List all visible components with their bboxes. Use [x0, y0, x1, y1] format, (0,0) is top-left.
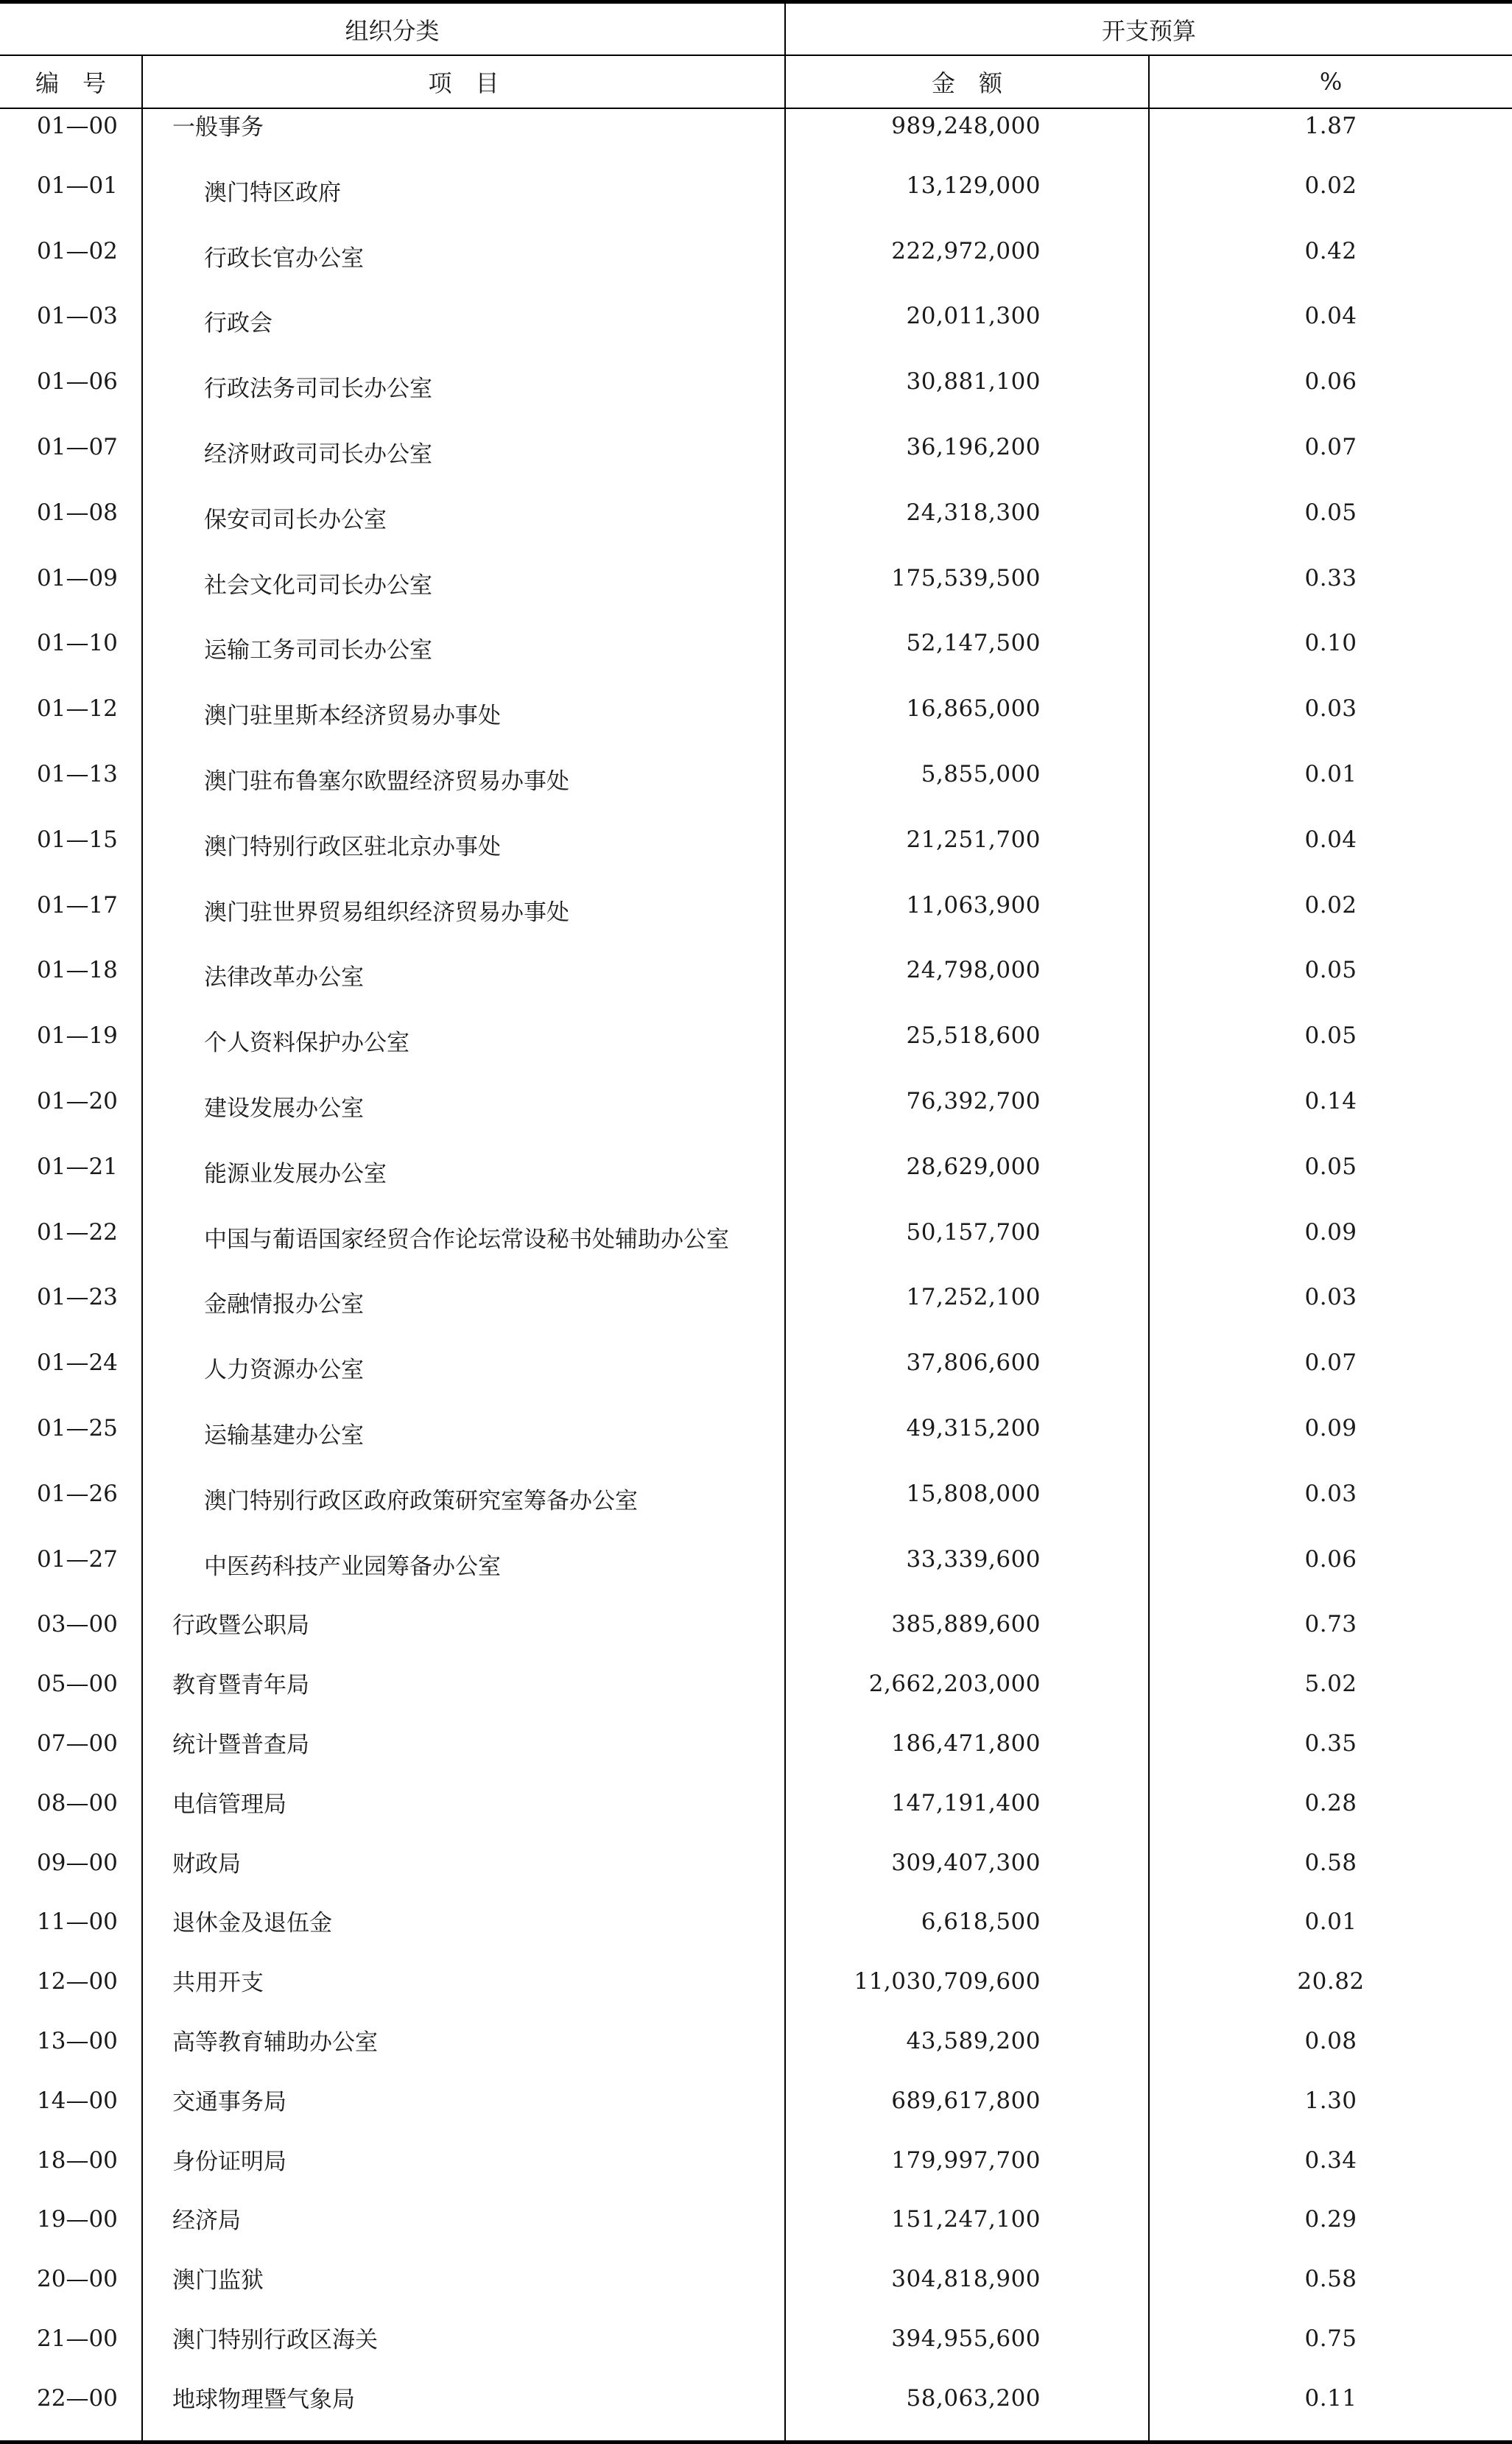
row-code: 14—00 — [0, 2084, 142, 2143]
row-item-name: 能源业发展办公室 — [142, 1150, 785, 1215]
row-item-name: 高等教育辅助办公室 — [142, 2024, 785, 2084]
row-amount: 76,392,700 — [785, 1084, 1149, 1150]
row-item-name: 行政长官办公室 — [142, 234, 785, 300]
row-item-name: 教育暨青年局 — [142, 1667, 785, 1727]
row-item-name: 经济财政司司长办公室 — [142, 430, 785, 496]
header-group-row — [0, 2, 1512, 56]
row-item-name: 澳门特区政府 — [142, 169, 785, 234]
row-percent: 0.03 — [1304, 695, 1357, 723]
row-amount: 43,589,200 — [785, 2024, 1149, 2084]
row-code: 01—17 — [0, 888, 142, 954]
row-amount: 689,617,800 — [785, 2084, 1149, 2143]
row-amount: 394,955,600 — [785, 2322, 1149, 2381]
table-row — [0, 1477, 1512, 1542]
row-code: 20—00 — [0, 2262, 142, 2322]
row-percent: 0.05 — [1304, 1153, 1357, 1180]
row-percent: 1.87 — [1304, 113, 1357, 139]
row-item-name: 澳门驻世界贸易组织经济贸易办事处 — [142, 888, 785, 954]
row-item-name: 运输基建办公室 — [142, 1411, 785, 1477]
row-amount: 11,030,709,600 — [785, 1964, 1149, 2024]
row-amount: 50,157,700 — [785, 1215, 1149, 1281]
row-amount: 17,252,100 — [785, 1280, 1149, 1346]
table-row — [0, 2084, 1512, 2143]
row-code: 01—23 — [0, 1280, 142, 1346]
row-percent: 0.04 — [1304, 826, 1357, 853]
row-code: 01—26 — [0, 1477, 142, 1542]
row-item-name: 共用开支 — [142, 1964, 785, 2024]
row-percent: 0.02 — [1304, 172, 1357, 199]
table-row — [0, 953, 1512, 1019]
row-percent: 0.06 — [1304, 368, 1357, 396]
row-percent: 0.10 — [1304, 630, 1357, 657]
row-percent: 0.09 — [1304, 1218, 1357, 1246]
row-code: 11—00 — [0, 1905, 142, 1964]
row-code: 01—22 — [0, 1215, 142, 1281]
row-percent: 0.05 — [1304, 957, 1357, 984]
row-percent: 0.04 — [1304, 303, 1357, 330]
row-percent: 0.29 — [1304, 2206, 1357, 2233]
table-row — [0, 823, 1512, 888]
table-row — [0, 2322, 1512, 2381]
row-amount: 151,247,100 — [785, 2202, 1149, 2262]
row-amount: 385,889,600 — [785, 1607, 1149, 1667]
table-row — [0, 1346, 1512, 1411]
row-amount: 11,063,900 — [785, 888, 1149, 954]
row-amount: 49,315,200 — [785, 1411, 1149, 1477]
row-item-name: 澳门监狱 — [142, 2262, 785, 2322]
row-percent: 0.33 — [1304, 564, 1357, 591]
row-amount: 24,318,300 — [785, 496, 1149, 561]
row-item-name: 统计暨普查局 — [142, 1727, 785, 1786]
row-percent: 0.75 — [1304, 2325, 1357, 2352]
header-amount: 金 额 — [785, 55, 1149, 108]
table-row — [0, 234, 1512, 300]
table-body — [0, 108, 1512, 2443]
row-code: 18—00 — [0, 2143, 142, 2203]
table-row — [0, 1019, 1512, 1084]
table-row — [0, 1411, 1512, 1477]
row-percent: 0.06 — [1304, 1545, 1357, 1573]
row-percent: 5.02 — [1304, 1671, 1357, 1698]
row-item-name: 个人资料保护办公室 — [142, 1019, 785, 1084]
row-code: 08—00 — [0, 1786, 142, 1846]
row-percent: 0.09 — [1304, 1414, 1357, 1442]
header-column-row — [0, 55, 1512, 108]
table-row — [0, 1280, 1512, 1346]
row-amount: 6,618,500 — [785, 1905, 1149, 1964]
row-item-name: 行政会 — [142, 299, 785, 365]
row-amount: 13,129,000 — [785, 169, 1149, 234]
table-row — [0, 888, 1512, 954]
row-amount: 222,972,000 — [785, 234, 1149, 300]
row-code: 01—12 — [0, 692, 142, 757]
row-amount: 58,063,200 — [785, 2381, 1149, 2443]
row-code: 01—18 — [0, 953, 142, 1019]
row-item-name: 交通事务局 — [142, 2084, 785, 2143]
table-row — [0, 626, 1512, 692]
table-row — [0, 1542, 1512, 1608]
row-percent: 0.07 — [1304, 1349, 1357, 1377]
row-amount: 24,798,000 — [785, 953, 1149, 1019]
row-item-name: 地球物理暨气象局 — [142, 2381, 785, 2443]
table-row — [0, 1150, 1512, 1215]
row-item-name: 金融情报办公室 — [142, 1280, 785, 1346]
row-code: 01—27 — [0, 1542, 142, 1608]
row-amount: 175,539,500 — [785, 561, 1149, 627]
table-row — [0, 692, 1512, 757]
row-item-name: 澳门驻布鲁塞尔欧盟经济贸易办事处 — [142, 757, 785, 823]
row-item-name: 社会文化司司长办公室 — [142, 561, 785, 627]
row-code: 03—00 — [0, 1607, 142, 1667]
row-code: 12—00 — [0, 1964, 142, 2024]
row-item-name: 澳门驻里斯本经济贸易办事处 — [142, 692, 785, 757]
row-amount: 5,855,000 — [785, 757, 1149, 823]
table-row — [0, 2143, 1512, 2203]
row-percent: 0.58 — [1304, 1849, 1357, 1876]
table-row — [0, 496, 1512, 561]
row-code: 13—00 — [0, 2024, 142, 2084]
row-code: 01—03 — [0, 299, 142, 365]
row-percent: 0.01 — [1304, 760, 1357, 787]
row-amount: 30,881,100 — [785, 365, 1149, 430]
row-item-name: 经济局 — [142, 2202, 785, 2262]
row-percent: 0.73 — [1304, 1611, 1357, 1638]
table-row — [0, 1215, 1512, 1281]
row-amount: 36,196,200 — [785, 430, 1149, 496]
row-item-name: 财政局 — [142, 1846, 785, 1906]
row-item-name: 建设发展办公室 — [142, 1084, 785, 1150]
row-code: 01—06 — [0, 365, 142, 430]
row-percent: 0.14 — [1304, 1087, 1357, 1114]
row-percent: 0.28 — [1304, 1789, 1357, 1816]
table-row — [0, 1084, 1512, 1150]
row-percent: 0.02 — [1304, 891, 1357, 919]
row-amount: 309,407,300 — [785, 1846, 1149, 1906]
row-item-name: 法律改革办公室 — [142, 953, 785, 1019]
row-amount: 15,808,000 — [785, 1477, 1149, 1542]
row-code: 01—20 — [0, 1084, 142, 1150]
row-item-name: 中医药科技产业园筹备办公室 — [142, 1542, 785, 1608]
row-code: 01—19 — [0, 1019, 142, 1084]
row-percent: 0.05 — [1304, 1022, 1357, 1050]
row-item-name: 行政暨公职局 — [142, 1607, 785, 1667]
row-code: 01—07 — [0, 430, 142, 496]
row-item-name: 澳门特别行政区政府政策研究室筹备办公室 — [142, 1477, 785, 1542]
row-code: 01—25 — [0, 1411, 142, 1477]
row-percent: 0.03 — [1304, 1480, 1357, 1507]
row-percent: 0.05 — [1304, 499, 1357, 526]
row-code: 01—10 — [0, 626, 142, 692]
table-row — [0, 1846, 1512, 1906]
row-amount: 2,662,203,000 — [785, 1667, 1149, 1727]
row-percent: 0.34 — [1304, 2146, 1357, 2174]
row-item-name: 一般事务 — [142, 108, 785, 169]
row-code: 01—09 — [0, 561, 142, 627]
row-code: 09—00 — [0, 1846, 142, 1906]
row-percent: 1.30 — [1304, 2087, 1357, 2114]
row-amount: 52,147,500 — [785, 626, 1149, 692]
row-item-name: 澳门特别行政区驻北京办事处 — [142, 823, 785, 888]
table-row — [0, 1786, 1512, 1846]
table-row — [0, 2381, 1512, 2443]
table-row — [0, 1727, 1512, 1786]
header-expenditure-budget: 开支预算 — [785, 2, 1512, 56]
row-code: 01—21 — [0, 1150, 142, 1215]
row-percent: 0.03 — [1304, 1284, 1357, 1311]
table-row — [0, 2262, 1512, 2322]
row-percent: 0.07 — [1304, 433, 1357, 460]
table-row — [0, 108, 1512, 169]
row-item-name: 澳门特别行政区海关 — [142, 2322, 785, 2381]
row-amount: 147,191,400 — [785, 1786, 1149, 1846]
row-amount: 179,997,700 — [785, 2143, 1149, 2203]
row-code: 01—02 — [0, 234, 142, 300]
row-amount: 25,518,600 — [785, 1019, 1149, 1084]
row-code: 01—13 — [0, 757, 142, 823]
table-row — [0, 299, 1512, 365]
row-amount: 28,629,000 — [785, 1150, 1149, 1215]
row-code: 01—00 — [0, 108, 142, 169]
row-item-name: 身份证明局 — [142, 2143, 785, 2203]
row-percent: 0.01 — [1304, 1909, 1357, 1936]
table-row — [0, 2202, 1512, 2262]
table-row — [0, 1607, 1512, 1667]
row-amount: 33,339,600 — [785, 1542, 1149, 1608]
header-org-classification: 组织分类 — [0, 2, 785, 56]
table-row — [0, 2024, 1512, 2084]
header-item: 项 目 — [142, 55, 785, 108]
table-row — [0, 561, 1512, 627]
row-code: 22—00 — [0, 2381, 142, 2443]
row-percent: 20.82 — [1297, 1968, 1365, 1995]
row-amount: 21,251,700 — [785, 823, 1149, 888]
row-amount: 16,865,000 — [785, 692, 1149, 757]
row-item-name: 行政法务司司长办公室 — [142, 365, 785, 430]
row-percent: 0.42 — [1304, 237, 1357, 264]
row-item-name: 电信管理局 — [142, 1786, 785, 1846]
table-row — [0, 430, 1512, 496]
row-item-name: 运输工务司司长办公室 — [142, 626, 785, 692]
row-code: 01—08 — [0, 496, 142, 561]
row-amount: 989,248,000 — [785, 108, 1149, 169]
row-percent: 0.08 — [1304, 2027, 1357, 2054]
row-item-name: 人力资源办公室 — [142, 1346, 785, 1411]
row-code: 21—00 — [0, 2322, 142, 2381]
row-amount: 186,471,800 — [785, 1727, 1149, 1786]
row-percent: 0.58 — [1304, 2266, 1357, 2293]
row-item-name: 中国与葡语国家经贸合作论坛常设秘书处辅助办公室 — [142, 1215, 785, 1281]
row-item-name: 退休金及退伍金 — [142, 1905, 785, 1964]
table-row — [0, 365, 1512, 430]
header-percent: % — [1149, 55, 1512, 108]
row-percent: 0.35 — [1304, 1730, 1357, 1757]
row-amount: 37,806,600 — [785, 1346, 1149, 1411]
row-percent: 0.11 — [1149, 2381, 1512, 2443]
row-amount: 304,818,900 — [785, 2262, 1149, 2322]
row-code: 05—00 — [0, 1667, 142, 1727]
row-item-name: 保安司司长办公室 — [142, 496, 785, 561]
table-row — [0, 169, 1512, 234]
row-code: 01—01 — [0, 169, 142, 234]
header-code: 编 号 — [0, 55, 142, 108]
table-row — [0, 1667, 1512, 1727]
table-row — [0, 757, 1512, 823]
table-row — [0, 1964, 1512, 2024]
row-code: 07—00 — [0, 1727, 142, 1786]
row-code: 01—24 — [0, 1346, 142, 1411]
row-amount: 20,011,300 — [785, 299, 1149, 365]
row-code: 19—00 — [0, 2202, 142, 2262]
table-row — [0, 1905, 1512, 1964]
row-code: 01—15 — [0, 823, 142, 888]
